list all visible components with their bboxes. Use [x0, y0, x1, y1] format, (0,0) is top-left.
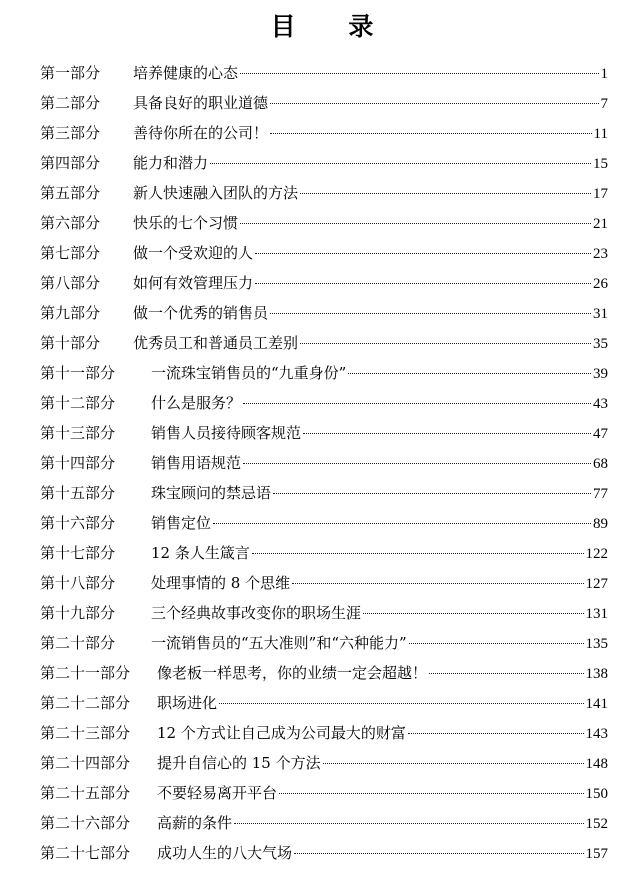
toc-entry-title: 一流珠宝销售员的“九重身份”: [151, 364, 347, 382]
toc-entry-part: 第三部分: [40, 124, 101, 142]
toc-entry-page-number: 23: [593, 246, 608, 262]
toc-entry-part: 第二十二部分: [40, 694, 131, 712]
toc-entry-page-number: 1: [600, 66, 608, 82]
toc-entry-part: 第十一部分: [40, 364, 116, 382]
toc-entry-title: 优秀员工和普通员工差别: [133, 334, 299, 352]
toc-entry-part: 第六部分: [40, 214, 101, 232]
toc-entry-title: 处理事情的 8 个思维: [151, 574, 291, 592]
toc-entry-title: 做一个受欢迎的人: [133, 244, 254, 262]
toc-entry-part: 第二十部分: [40, 634, 116, 652]
toc-entry-leader: [252, 553, 584, 554]
toc-entry[interactable]: [40, 748, 608, 778]
toc-entry-leader: [409, 643, 584, 644]
toc-entry[interactable]: [40, 778, 608, 808]
toc-entry-part: 第一部分: [40, 64, 101, 82]
toc-entry[interactable]: [40, 688, 608, 718]
toc-entry-page-number: 152: [585, 816, 608, 832]
toc-entry-title: 一流销售员的“五大准则”和“六种能力”: [151, 634, 407, 652]
toc-entry-part: 第四部分: [40, 154, 101, 172]
toc-entry-title: 销售人员接待顾客规范: [151, 424, 302, 442]
toc-entry[interactable]: [40, 178, 608, 208]
toc-entry-title: 12 个方式让自己成为公司最大的财富: [157, 724, 406, 742]
toc-entry-part: 第十五部分: [40, 484, 116, 502]
toc-entry[interactable]: [40, 58, 608, 88]
toc-entry-page-number: 122: [585, 546, 608, 562]
toc-entry-title: 销售用语规范: [151, 454, 242, 472]
toc-entry-title: 如何有效管理压力: [133, 274, 254, 292]
toc-entry-leader: [210, 163, 591, 164]
toc-entry-part: 第十七部分: [40, 544, 116, 562]
toc-entry-page-number: 7: [600, 96, 608, 112]
toc-entry-leader: [363, 613, 583, 614]
toc-entry[interactable]: [40, 298, 608, 328]
toc-entry-page-number: 39: [593, 366, 608, 382]
toc-entry-part: 第十部分: [40, 334, 101, 352]
toc-entry-leader: [303, 433, 591, 434]
toc-entry[interactable]: [40, 208, 608, 238]
toc-entry-title: 具备良好的职业道德: [133, 94, 269, 112]
toc-entry-leader: [300, 193, 591, 194]
toc-entry-leader: [429, 673, 583, 674]
toc-entry[interactable]: [40, 328, 608, 358]
toc-entry-page-number: 150: [585, 786, 608, 802]
toc-entry-page-number: 15: [593, 156, 608, 172]
toc-entry-part: 第五部分: [40, 184, 101, 202]
toc-entry[interactable]: [40, 538, 608, 568]
toc-entry[interactable]: [40, 658, 608, 688]
toc-entry-page-number: 143: [585, 726, 608, 742]
toc-entry-page-number: 148: [585, 756, 608, 772]
toc-entry-page-number: 26: [593, 276, 608, 292]
toc-entry-leader: [273, 493, 591, 494]
toc-entry-part: 第二十七部分: [40, 844, 131, 862]
toc-entry-page-number: 31: [593, 306, 608, 322]
toc-entry[interactable]: [40, 598, 608, 628]
toc-entry[interactable]: [40, 718, 608, 748]
toc-entry-part: 第二十五部分: [40, 784, 131, 802]
toc-entry[interactable]: [40, 268, 608, 298]
toc-entry-leader: [270, 313, 591, 314]
toc-entry[interactable]: [40, 478, 608, 508]
toc-entry-page-number: 35: [593, 336, 608, 352]
toc-entry-page-number: 141: [585, 696, 608, 712]
toc-entry-page-number: 135: [585, 636, 608, 652]
toc-entry-leader: [255, 253, 591, 254]
toc-entry-page-number: 68: [593, 456, 608, 472]
toc-entry[interactable]: [40, 838, 608, 868]
toc-entry-part: 第十二部分: [40, 394, 116, 412]
toc-entry-title: 新人快速融入团队的方法: [133, 184, 299, 202]
toc-entry-leader: [294, 853, 583, 854]
toc-entry-part: 第十九部分: [40, 604, 116, 622]
toc-entry-title: 能力和潜力: [133, 154, 209, 172]
toc-entry-part: 第二十三部分: [40, 724, 131, 742]
toc-entry-leader: [213, 523, 591, 524]
toc-entry-title: 像老板一样思考，你的业绩一定会超越！: [157, 664, 428, 682]
table-of-contents: [40, 58, 608, 868]
toc-entry-title: 做一个优秀的销售员: [133, 304, 269, 322]
toc-entry-page-number: 131: [585, 606, 608, 622]
toc-entry-title: 成功人生的八大气场: [157, 844, 293, 862]
toc-entry-title: 高薪的条件: [157, 814, 233, 832]
toc-entry-title: 什么是服务？: [151, 394, 242, 412]
toc-entry-part: 第十八部分: [40, 574, 116, 592]
toc-entry[interactable]: [40, 88, 608, 118]
toc-entry-leader: [348, 373, 591, 374]
toc-entry-page-number: 47: [593, 426, 608, 442]
toc-entry[interactable]: [40, 448, 608, 478]
toc-entry-page-number: 127: [585, 576, 608, 592]
toc-entry-title: 12 条人生箴言: [151, 544, 250, 562]
toc-entry-page-number: 43: [593, 396, 608, 412]
toc-entry-leader: [240, 73, 598, 74]
toc-entry-title: 培养健康的心态: [133, 64, 239, 82]
toc-entry[interactable]: [40, 418, 608, 448]
toc-entry-leader: [408, 733, 584, 734]
toc-entry[interactable]: [40, 568, 608, 598]
toc-entry-part: 第十六部分: [40, 514, 116, 532]
toc-entry[interactable]: [40, 148, 608, 178]
toc-entry-part: 第八部分: [40, 274, 101, 292]
toc-entry-part: 第七部分: [40, 244, 101, 262]
toc-entry-leader: [243, 463, 591, 464]
toc-entry-part: 第二十四部分: [40, 754, 131, 772]
toc-entry-part: 第十三部分: [40, 424, 116, 442]
toc-entry-page-number: 11: [593, 126, 608, 142]
toc-entry[interactable]: [40, 388, 608, 418]
toc-entry[interactable]: [40, 238, 608, 268]
toc-entry-leader: [234, 823, 583, 824]
toc-entry-leader: [300, 343, 591, 344]
toc-entry-page-number: 77: [593, 486, 608, 502]
toc-entry-title: 不要轻易离开平台: [157, 784, 278, 802]
toc-entry-page-number: 157: [585, 846, 608, 862]
toc-entry-title: 珠宝顾问的禁忌语: [151, 484, 272, 502]
toc-entry-part: 第二十一部分: [40, 664, 131, 682]
toc-entry-leader: [292, 583, 583, 584]
toc-entry[interactable]: [40, 808, 608, 838]
toc-entry-leader: [279, 793, 583, 794]
toc-entry-leader: [255, 283, 591, 284]
toc-entry-title: 善待你所在的公司！: [133, 124, 269, 142]
toc-entry-leader: [243, 403, 591, 404]
toc-entry-page-number: 138: [585, 666, 608, 682]
toc-entry[interactable]: [40, 508, 608, 538]
toc-entry[interactable]: [40, 118, 608, 148]
toc-entry-title: 三个经典故事改变你的职场生涯: [151, 604, 362, 622]
toc-entry-title: 快乐的七个习惯: [133, 214, 239, 232]
toc-entry-leader: [219, 703, 583, 704]
toc-entry-leader: [240, 223, 591, 224]
toc-entry-page-number: 89: [593, 516, 608, 532]
toc-entry[interactable]: [40, 358, 608, 388]
toc-entry-leader: [323, 763, 584, 764]
toc-entry-part: 第二十六部分: [40, 814, 131, 832]
toc-entry-page-number: 21: [593, 216, 608, 232]
toc-entry-page-number: 17: [593, 186, 608, 202]
toc-entry-title: 职场进化: [157, 694, 218, 712]
toc-entry-part: 第十四部分: [40, 454, 116, 472]
toc-entry-title: 提升自信心的 15 个方法: [157, 754, 321, 772]
toc-entry-leader: [270, 103, 598, 104]
toc-entry-title: 销售定位: [151, 514, 212, 532]
toc-entry-part: 第二部分: [40, 94, 101, 112]
toc-entry-leader: [270, 133, 592, 134]
toc-entry-part: 第九部分: [40, 304, 101, 322]
toc-entry[interactable]: [40, 628, 608, 658]
page-title: 目 录: [270, 12, 396, 41]
